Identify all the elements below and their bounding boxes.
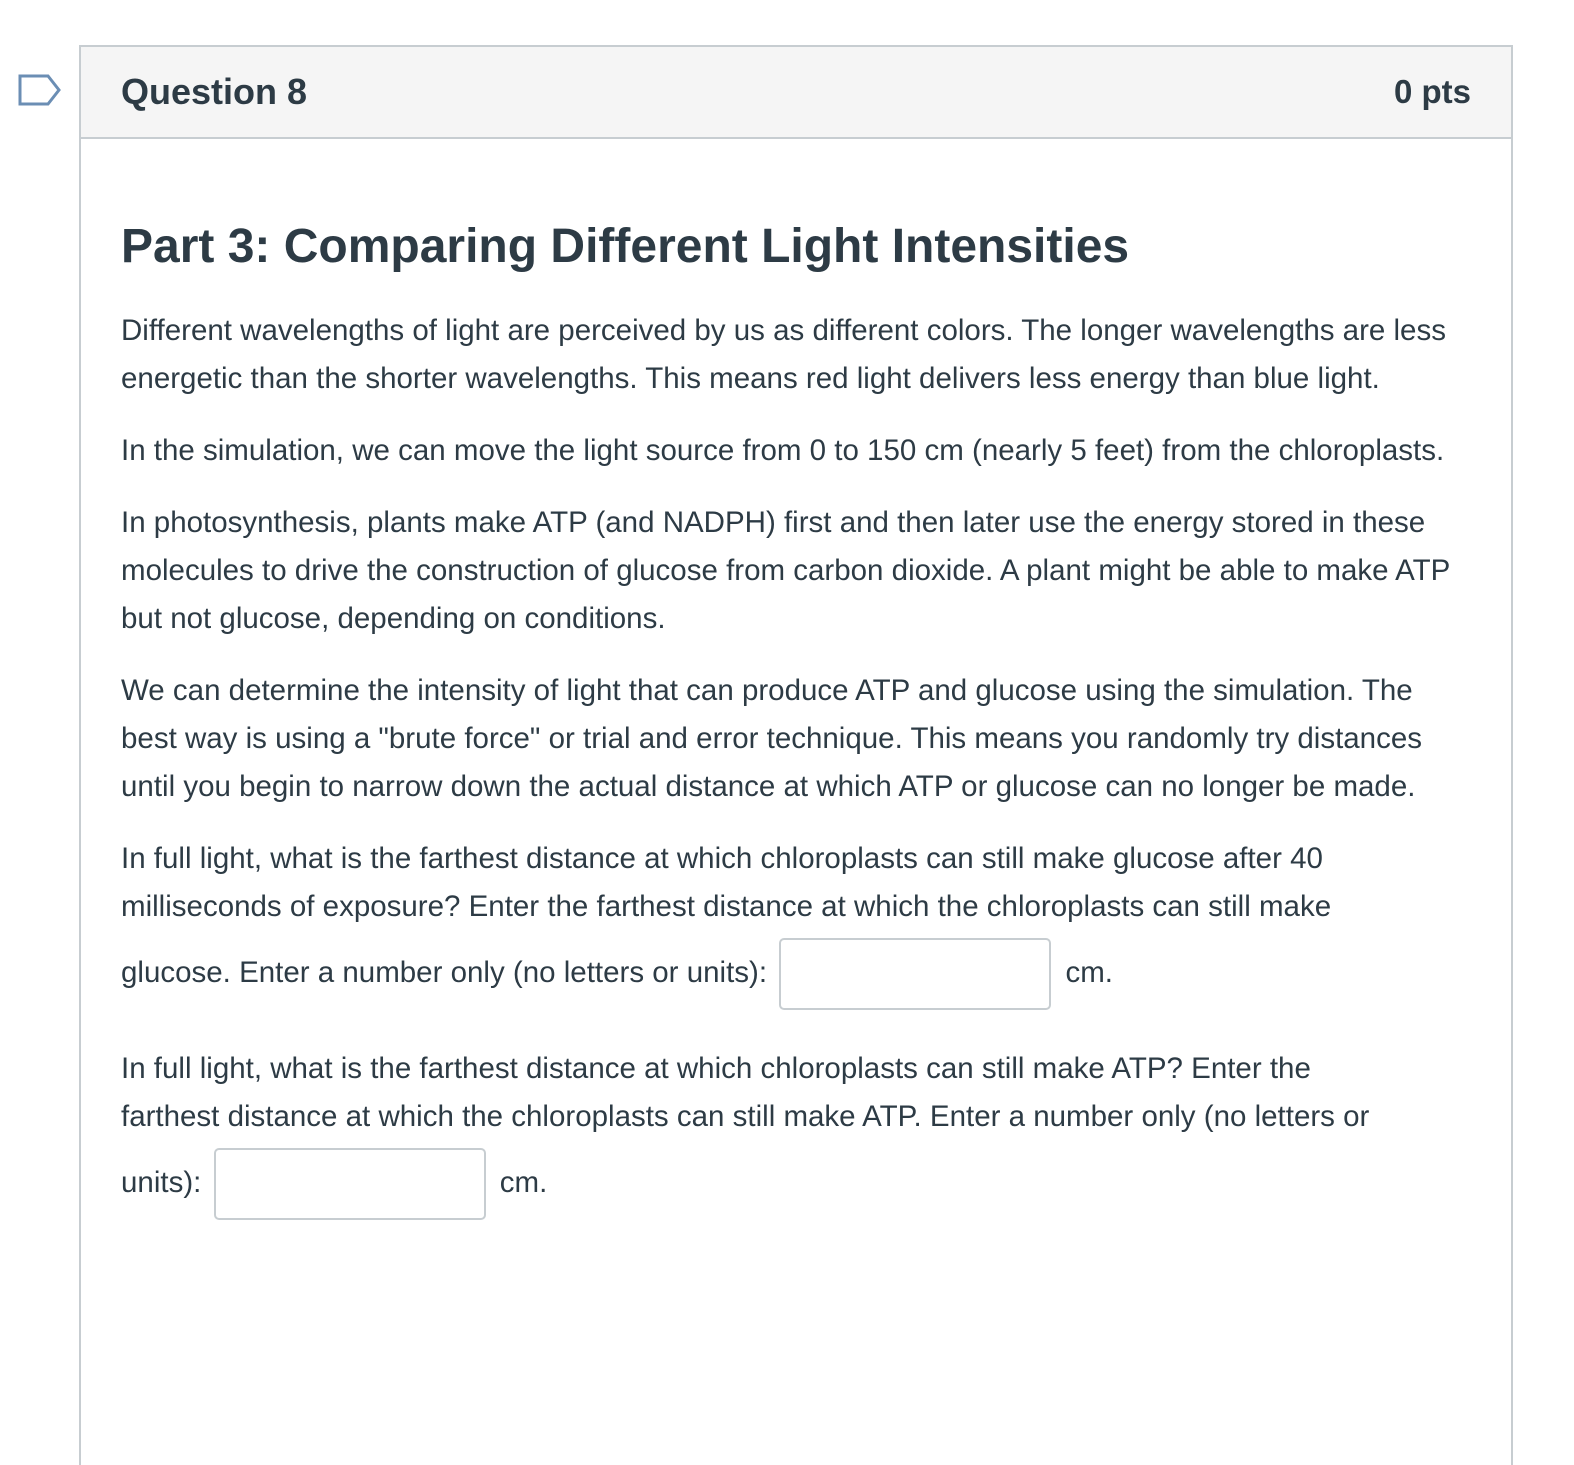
question-header bbox=[81, 47, 1511, 139]
flag-question-icon[interactable] bbox=[18, 74, 62, 106]
paragraph-simulation: In the simulation, we can move the light source from 0 to 150 cm (nearly 5 feet) from the chloroplasts. bbox=[121, 434, 1445, 467]
question-atp-answer-row bbox=[121, 1141, 1471, 1225]
question-atp-line-2: farthest distance at which the chloroplasts can still make ATP. Enter a number only (no letters or bbox=[121, 1100, 1370, 1133]
atp-unit-label: cm. bbox=[499, 1166, 548, 1199]
question-points: 0 pts bbox=[1393, 73, 1471, 110]
question-atp-line-1: In full light, what is the farthest distance at which chloroplasts can still make ATP? Enter the bbox=[121, 1052, 1311, 1085]
question-body bbox=[81, 139, 1511, 1225]
part-heading: Part 3: Comparing Different Light Intensities bbox=[121, 220, 1130, 273]
question-glucose-line-3: glucose. Enter a number only (no letters or units): bbox=[121, 956, 768, 989]
question-atp-line-3: units): bbox=[121, 1166, 202, 1199]
atp-distance-input[interactable] bbox=[214, 1148, 486, 1220]
question-title: Question 8 bbox=[121, 71, 308, 112]
question-atp bbox=[121, 1045, 1471, 1225]
question-card bbox=[79, 45, 1513, 1465]
question-glucose-line-2: milliseconds of exposure? Enter the farthest distance at which the chloroplasts can still make bbox=[121, 890, 1332, 923]
question-glucose-answer-row bbox=[121, 931, 1471, 1015]
glucose-unit-label: cm. bbox=[1065, 956, 1113, 989]
paragraph-wavelengths: Different wavelengths of light are perceived by us as different colors. The longer wavelengths are less energetic than the shorter wavelengths. This means red light delivers less energy than blue light. bbox=[121, 314, 1446, 395]
paragraph-photosynthesis: In photosynthesis, plants make ATP (and NADPH) first and then later use the energy stored in these molecules to drive the construction of glucose from carbon dioxide. A plant might be able to make ATP but not glucose, depending on conditions. bbox=[121, 506, 1450, 635]
question-glucose-line-1: In full light, what is the farthest distance at which chloroplasts can still make glucose after 40 bbox=[121, 842, 1323, 875]
glucose-distance-input[interactable] bbox=[779, 938, 1051, 1010]
paragraph-brute-force: We can determine the intensity of light that can produce ATP and glucose using the simulation. The best way is using a "brute force" or trial and error technique. This means you randomly try distances until you begin to narrow down the actual distance at which ATP or glucose can no longer be made. bbox=[121, 674, 1422, 803]
question-glucose bbox=[121, 835, 1471, 1015]
